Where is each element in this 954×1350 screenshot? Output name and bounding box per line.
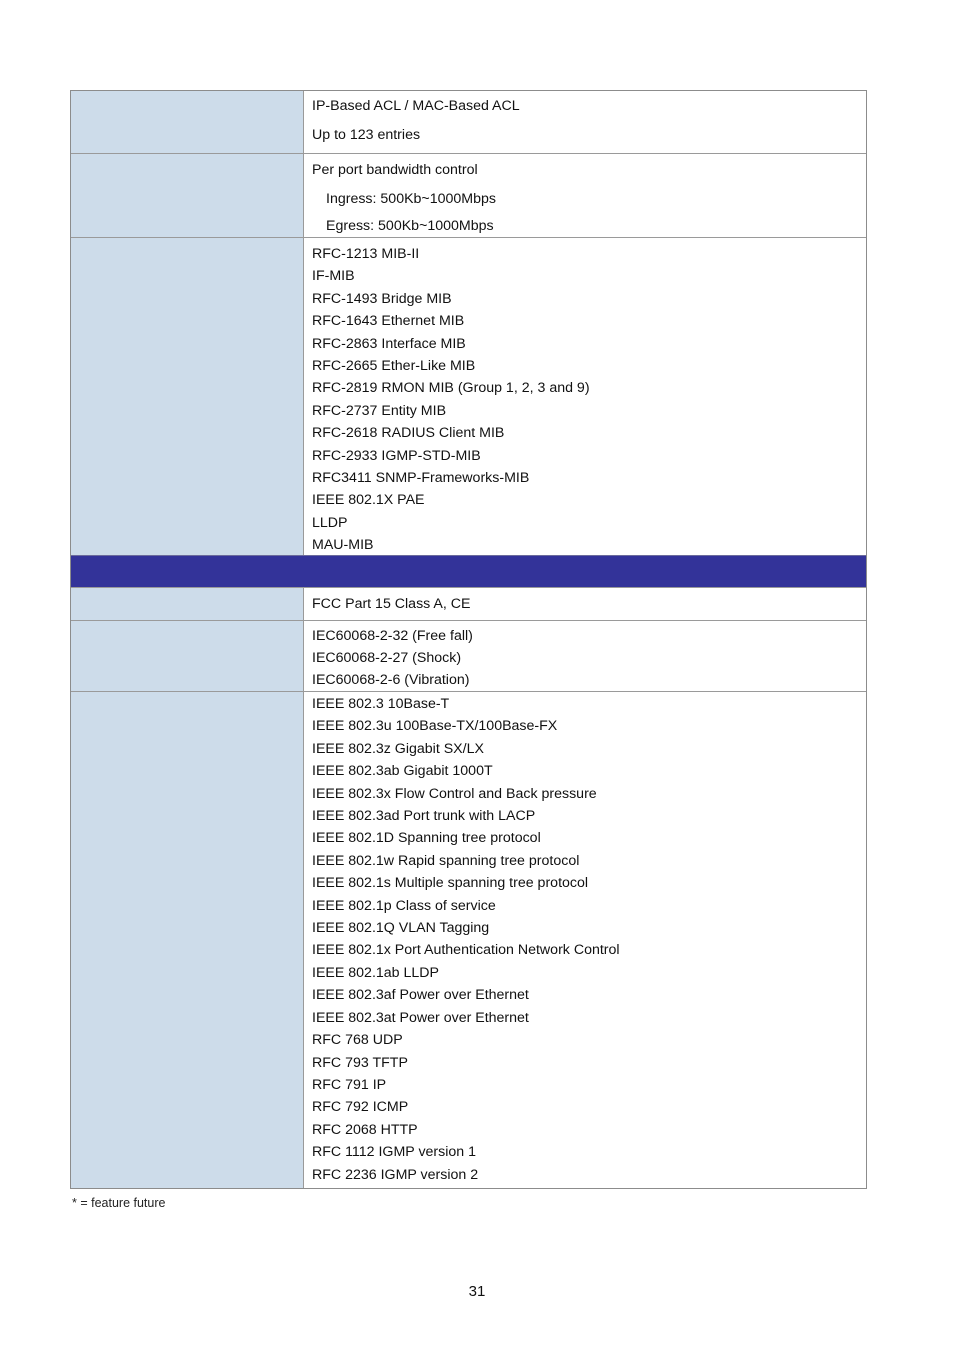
value-line: IEC60068-2-32 (Free fall) [312, 628, 473, 644]
row-value-cell [304, 621, 866, 691]
row-value-cell [304, 588, 866, 620]
value-line: IEEE 802.3u 100Base-TX/100Base-FX [312, 718, 558, 735]
row-value-cell [304, 238, 866, 555]
value-line: IEEE 802.3ab Gigabit 1000T [312, 763, 493, 780]
value-line: IEEE 802.3ad Port trunk with LACP [312, 808, 536, 825]
value-line: RFC 2068 HTTP [312, 1121, 418, 1138]
value-line: Egress: 500Kb~1000Mbps [326, 218, 494, 234]
value-line: RFC 792 ICMP [312, 1099, 409, 1116]
value-line: IEEE 802.1p Class of service [312, 897, 496, 914]
value-line: Per port bandwidth control [312, 162, 478, 178]
value-line: RFC 1112 IGMP version 1 [312, 1144, 477, 1161]
section-header-row [71, 555, 866, 587]
value-line: IEC60068-2-27 (Shock) [312, 650, 462, 666]
row-label-cell [71, 621, 304, 691]
value-line: IEEE 802.3 10Base-T [312, 696, 450, 712]
value-line: RFC-2665 Ether-Like MIB [312, 358, 476, 375]
footnote: * = feature future [72, 1196, 166, 1210]
row-label-cell [71, 692, 304, 1188]
value-line: FCC Part 15 Class A, CE [312, 596, 471, 612]
value-line: RFC 2236 IGMP version 2 [312, 1166, 479, 1183]
table-row [71, 237, 866, 555]
table-row [71, 91, 866, 153]
value-line: IEEE 802.1X PAE [312, 492, 425, 509]
value-line: Up to 123 entries [312, 127, 421, 143]
value-line: RFC-1643 Ethernet MIB [312, 313, 465, 330]
row-label-cell [71, 154, 304, 237]
page-number: 31 [468, 1283, 486, 1300]
value-line: IEEE 802.1s Multiple spanning tree protocol [312, 875, 589, 892]
value-line: RFC 791 IP [312, 1076, 387, 1093]
table-row [71, 691, 866, 1188]
value-line: RFC-2863 Interface MIB [312, 335, 466, 352]
row-value-cell [304, 91, 866, 153]
value-line: MAU-MIB [312, 537, 374, 554]
row-value-cell [304, 154, 866, 237]
value-line: LLDP [312, 514, 348, 531]
value-line: Ingress: 500Kb~1000Mbps [326, 191, 496, 207]
value-line: IF-MIB [312, 268, 355, 285]
value-line: RFC-1493 Bridge MIB [312, 290, 452, 307]
table-row [71, 620, 866, 691]
value-line: IP-Based ACL / MAC-Based ACL [312, 98, 520, 114]
value-line: RFC-2819 RMON MIB (Group 1, 2, 3 and 9) [312, 380, 590, 397]
value-line: IEEE 802.3at Power over Ethernet [312, 1009, 529, 1026]
value-line: RFC3411 SNMP-Frameworks-MIB [312, 470, 530, 487]
value-line: IEEE 802.3x Flow Control and Back pressure [312, 785, 597, 802]
value-line: RFC-2737 Entity MIB [312, 402, 447, 419]
value-line: IEEE 802.3z Gigabit SX/LX [312, 740, 484, 757]
spec-table [70, 90, 867, 1189]
value-line: IEEE 802.1ab LLDP [312, 964, 439, 981]
row-label-cell [71, 91, 304, 153]
table-row [71, 587, 866, 620]
value-line: RFC 768 UDP [312, 1032, 403, 1049]
value-line: IEEE 802.3af Power over Ethernet [312, 987, 529, 1004]
row-label-cell [71, 588, 304, 620]
value-line: RFC-2933 IGMP-STD-MIB [312, 447, 481, 464]
row-value-cell [304, 692, 866, 1188]
value-line: IEEE 802.1w Rapid spanning tree protocol [312, 852, 580, 869]
value-line: IEEE 802.1Q VLAN Tagging [312, 920, 490, 937]
value-line: IEEE 802.1x Port Authentication Network Control [312, 942, 620, 959]
row-label-cell [71, 238, 304, 555]
value-line: IEC60068-2-6 (Vibration) [312, 672, 470, 688]
table-row [71, 153, 866, 237]
value-line: RFC-2618 RADIUS Client MIB [312, 425, 505, 442]
value-line: IEEE 802.1D Spanning tree protocol [312, 830, 541, 847]
value-line: RFC 793 TFTP [312, 1054, 408, 1071]
value-line: RFC-1213 MIB-II [312, 246, 420, 262]
